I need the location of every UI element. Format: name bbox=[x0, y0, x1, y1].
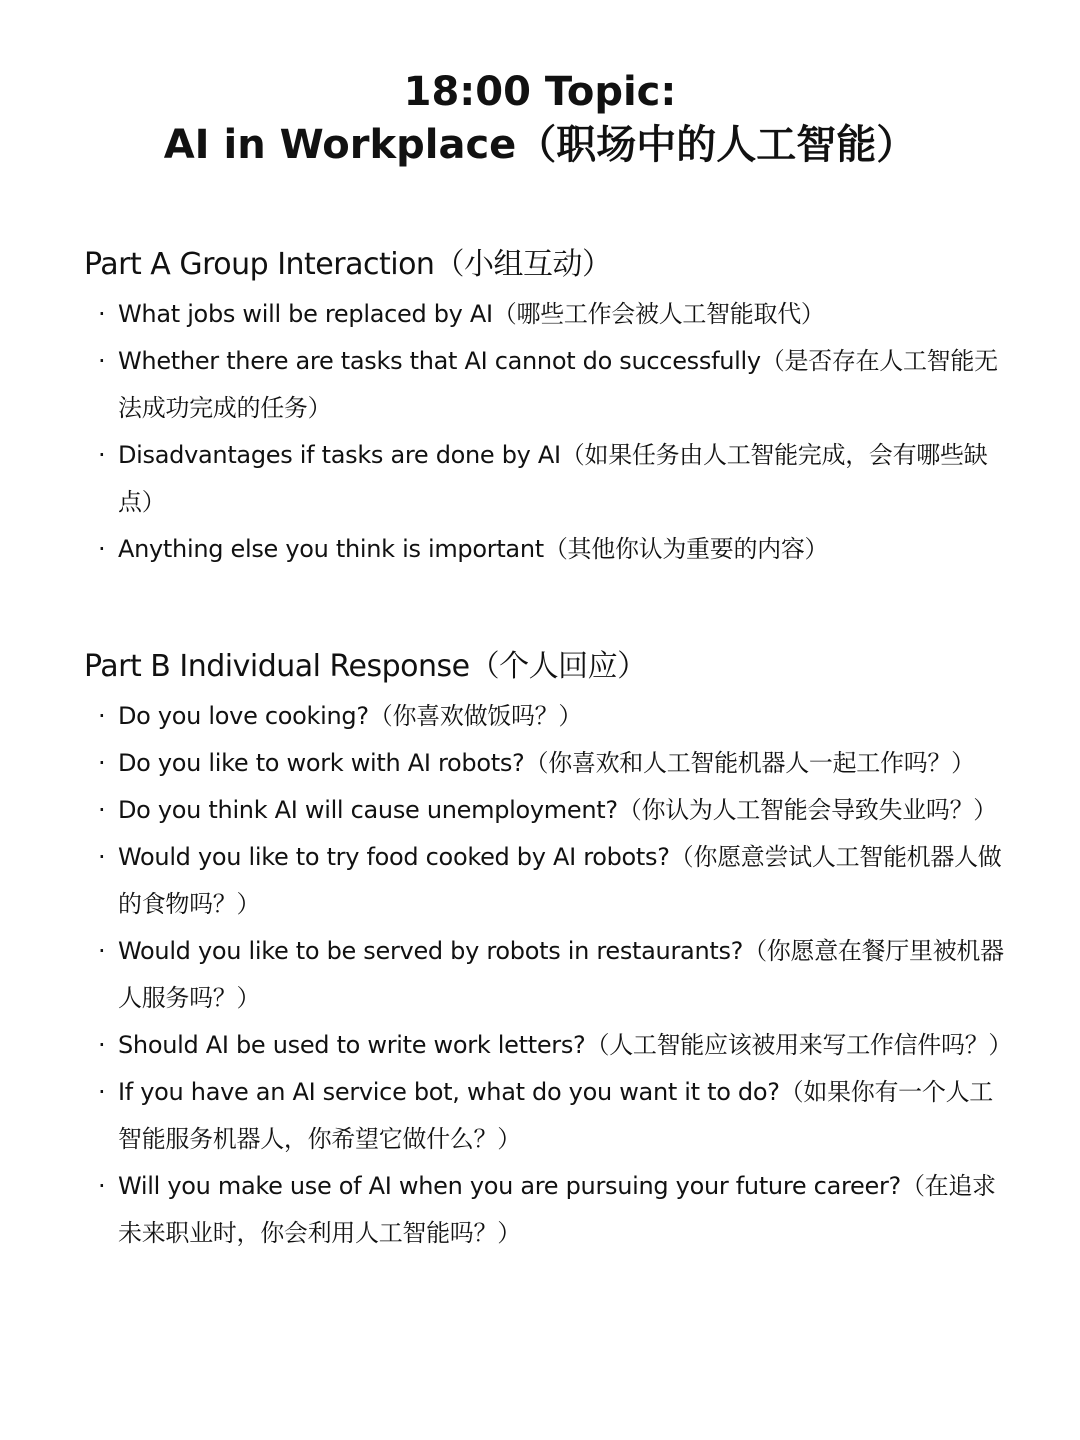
list-item-text: If you have an AI service bot, what do you want it to do?（如果你有一个人工智能服务机器人，你希望它做什么？） bbox=[118, 1078, 993, 1153]
list-item-text: Do you love cooking?（你喜欢做饭吗？） bbox=[118, 702, 583, 730]
list-item-text: Do you think AI will cause unemployment?（你认为人工智能会导致失业吗？） bbox=[118, 796, 998, 824]
list-item bbox=[84, 1163, 1004, 1257]
bullet-icon: · bbox=[98, 843, 106, 871]
list-item-text: What jobs will be replaced by AI（哪些工作会被人工智能取代） bbox=[118, 300, 825, 328]
list-item bbox=[84, 432, 1004, 526]
list-item bbox=[84, 1069, 1004, 1163]
title-topic-name: AI in Workplace（职场中的人工智能） bbox=[163, 122, 917, 168]
list-item-text: Disadvantages if tasks are done by AI（如果任务由人工智能完成，会有哪些缺点） bbox=[118, 441, 988, 516]
part-b-section bbox=[84, 645, 1013, 1257]
part-b-heading: Part B Individual Response（个人回应） bbox=[84, 649, 647, 684]
list-item bbox=[84, 526, 1004, 573]
list-item bbox=[84, 693, 1004, 740]
part-b-list bbox=[84, 693, 1013, 1257]
bullet-icon: · bbox=[98, 1078, 106, 1106]
list-item-text: Do you like to work with AI robots?（你喜欢和人工智能机器人一起工作吗？） bbox=[118, 749, 975, 777]
bullet-icon: · bbox=[98, 535, 106, 563]
list-item-text: Would you like to be served by robots in restaurants?（你愿意在餐厅里被机器人服务吗？） bbox=[118, 937, 1004, 1012]
list-item-text: Will you make use of AI when you are pursuing your future career?（在追求未来职业时，你会利用人工智能吗？） bbox=[118, 1172, 996, 1247]
page-title bbox=[0, 66, 1080, 172]
list-item bbox=[84, 291, 1004, 338]
list-item-text: Anything else you think is important（其他你认为重要的内容） bbox=[118, 535, 829, 563]
list-item-text: Would you like to try food cooked by AI robots?（你愿意尝试人工智能机器人做的食物吗？） bbox=[118, 843, 1002, 918]
title-time-topic: 18:00 Topic: bbox=[403, 69, 677, 115]
bullet-icon: · bbox=[98, 702, 106, 730]
list-item bbox=[84, 338, 1004, 432]
list-item bbox=[84, 928, 1004, 1022]
part-a-list bbox=[84, 291, 1004, 573]
bullet-icon: · bbox=[98, 1172, 106, 1200]
bullet-icon: · bbox=[98, 347, 106, 375]
list-item bbox=[84, 740, 1004, 787]
list-item bbox=[84, 1022, 1013, 1069]
list-item bbox=[84, 787, 1004, 834]
bullet-icon: · bbox=[98, 749, 106, 777]
bullet-icon: · bbox=[98, 300, 106, 328]
part-a-heading: Part A Group Interaction（小组互动） bbox=[84, 247, 612, 282]
bullet-icon: · bbox=[98, 1031, 106, 1059]
list-item-text: Whether there are tasks that AI cannot do successfully（是否存在人工智能无法成功完成的任务） bbox=[118, 347, 998, 422]
list-item-text: Should AI be used to write work letters?（人工智能应该被用来写工作信件吗？） bbox=[118, 1031, 1013, 1059]
bullet-icon: · bbox=[98, 937, 106, 965]
bullet-icon: · bbox=[98, 441, 106, 469]
list-item bbox=[84, 834, 1004, 928]
part-a-section bbox=[84, 243, 1004, 573]
bullet-icon: · bbox=[98, 796, 106, 824]
